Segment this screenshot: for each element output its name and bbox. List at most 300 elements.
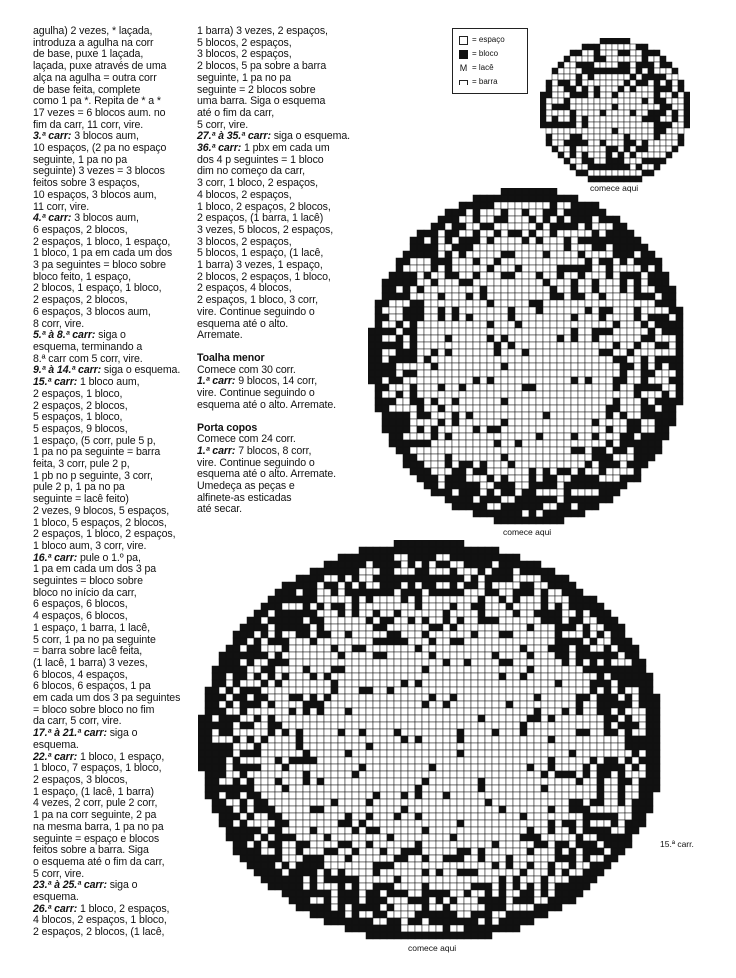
grid-cell bbox=[508, 377, 515, 384]
grid-cell bbox=[268, 701, 275, 708]
grid-cell bbox=[289, 652, 296, 659]
grid-cell bbox=[592, 223, 599, 230]
grid-cell bbox=[366, 554, 373, 561]
grid-cell bbox=[436, 764, 443, 771]
grid-cell bbox=[594, 158, 600, 164]
grid-cell bbox=[289, 771, 296, 778]
grid-cell bbox=[212, 673, 219, 680]
grid-cell bbox=[541, 631, 548, 638]
grid-cell bbox=[611, 778, 618, 785]
grid-cell bbox=[317, 785, 324, 792]
grid-cell bbox=[520, 603, 527, 610]
grid-cell bbox=[520, 813, 527, 820]
grid-cell bbox=[576, 170, 582, 176]
row-heading: 36.ª carr: bbox=[197, 142, 242, 155]
grid-cell bbox=[527, 785, 534, 792]
grid-cell bbox=[672, 86, 678, 92]
grid-cell bbox=[338, 820, 345, 827]
grid-cell bbox=[513, 813, 520, 820]
grid-cell bbox=[627, 433, 634, 440]
grid-cell bbox=[576, 631, 583, 638]
grid-cell bbox=[578, 496, 585, 503]
grid-cell bbox=[582, 116, 588, 122]
grid-cell bbox=[459, 447, 466, 454]
grid-cell bbox=[373, 729, 380, 736]
grid-cell bbox=[506, 827, 513, 834]
grid-cell bbox=[485, 757, 492, 764]
grid-cell bbox=[590, 596, 597, 603]
grid-cell bbox=[494, 321, 501, 328]
grid-cell bbox=[424, 342, 431, 349]
grid-cell bbox=[445, 412, 452, 419]
grid-cell bbox=[620, 251, 627, 258]
grid-cell bbox=[254, 673, 261, 680]
grid-cell bbox=[653, 771, 660, 778]
grid-cell bbox=[359, 554, 366, 561]
grid-cell bbox=[543, 356, 550, 363]
grid-cell bbox=[520, 778, 527, 785]
grid-cell bbox=[666, 98, 672, 104]
grid-cell bbox=[576, 785, 583, 792]
grid-cell bbox=[588, 134, 594, 140]
grid-cell bbox=[536, 349, 543, 356]
grid-cell bbox=[529, 405, 536, 412]
grid-cell bbox=[529, 468, 536, 475]
grid-cell bbox=[678, 116, 684, 122]
grid-cell bbox=[571, 293, 578, 300]
grid-cell bbox=[558, 62, 564, 68]
grid-cell bbox=[613, 314, 620, 321]
grid-cell bbox=[585, 496, 592, 503]
grid-cell bbox=[219, 729, 226, 736]
grid-cell bbox=[513, 617, 520, 624]
grid-cell bbox=[480, 202, 487, 209]
grid-cell bbox=[380, 736, 387, 743]
grid-cell bbox=[600, 68, 606, 74]
grid-cell bbox=[471, 736, 478, 743]
grid-cell bbox=[527, 701, 534, 708]
grid-cell bbox=[471, 827, 478, 834]
grid-cell bbox=[513, 792, 520, 799]
grid-cell bbox=[613, 440, 620, 447]
grid-cell bbox=[478, 561, 485, 568]
grid-cell bbox=[506, 820, 513, 827]
grid-cell bbox=[534, 596, 541, 603]
grid-cell bbox=[592, 342, 599, 349]
grid-cell bbox=[494, 335, 501, 342]
grid-cell bbox=[487, 503, 494, 510]
grid-cell bbox=[450, 764, 457, 771]
grid-cell bbox=[669, 300, 676, 307]
grid-cell bbox=[324, 806, 331, 813]
grid-cell bbox=[666, 104, 672, 110]
grid-cell bbox=[431, 342, 438, 349]
grid-cell bbox=[261, 834, 268, 841]
grid-cell bbox=[562, 848, 569, 855]
grid-cell bbox=[226, 743, 233, 750]
grid-cell bbox=[499, 673, 506, 680]
grid-cell bbox=[415, 827, 422, 834]
grid-cell bbox=[508, 412, 515, 419]
grid-cell bbox=[466, 202, 473, 209]
grid-cell bbox=[600, 158, 606, 164]
grid-cell bbox=[452, 433, 459, 440]
grid-cell bbox=[564, 272, 571, 279]
grid-cell bbox=[438, 223, 445, 230]
grid-cell bbox=[506, 708, 513, 715]
grid-cell bbox=[620, 244, 627, 251]
grid-cell bbox=[424, 328, 431, 335]
grid-cell bbox=[585, 286, 592, 293]
grid-cell bbox=[529, 258, 536, 265]
grid-cell bbox=[422, 652, 429, 659]
grid-cell bbox=[588, 98, 594, 104]
grid-cell bbox=[424, 370, 431, 377]
grid-cell bbox=[590, 631, 597, 638]
grid-cell bbox=[594, 110, 600, 116]
grid-cell bbox=[424, 447, 431, 454]
grid-cell bbox=[655, 286, 662, 293]
grid-cell bbox=[513, 561, 520, 568]
grid-cell bbox=[522, 223, 529, 230]
grid-cell bbox=[501, 510, 508, 517]
grid-cell bbox=[662, 314, 669, 321]
grid-cell bbox=[576, 701, 583, 708]
grid-cell bbox=[443, 687, 450, 694]
grid-cell bbox=[564, 293, 571, 300]
grid-cell bbox=[331, 645, 338, 652]
grid-cell bbox=[585, 363, 592, 370]
grid-cell bbox=[408, 540, 415, 547]
grid-cell bbox=[492, 736, 499, 743]
grid-cell bbox=[578, 384, 585, 391]
grid-cell bbox=[639, 764, 646, 771]
grid-cell bbox=[436, 799, 443, 806]
grid-cell bbox=[438, 279, 445, 286]
grid-cell bbox=[543, 433, 550, 440]
grid-cell bbox=[597, 841, 604, 848]
grid-cell bbox=[457, 757, 464, 764]
grid-cell bbox=[429, 617, 436, 624]
grid-cell bbox=[546, 140, 552, 146]
grid-cell bbox=[620, 447, 627, 454]
grid-cell bbox=[198, 757, 205, 764]
grid-cell bbox=[548, 638, 555, 645]
grid-cell bbox=[639, 708, 646, 715]
grid-cell bbox=[522, 468, 529, 475]
grid-cell bbox=[564, 74, 570, 80]
grid-cell bbox=[345, 687, 352, 694]
grid-cell bbox=[548, 687, 555, 694]
instruction-text: Umedeça as peças e bbox=[197, 480, 295, 493]
grid-cell bbox=[459, 482, 466, 489]
grid-cell bbox=[394, 827, 401, 834]
grid-cell bbox=[541, 736, 548, 743]
grid-cell bbox=[564, 104, 570, 110]
grid-cell bbox=[352, 638, 359, 645]
grid-cell bbox=[438, 251, 445, 258]
instruction-text: 6 espaços, 6 blocos, bbox=[33, 598, 128, 611]
grid-cell bbox=[557, 510, 564, 517]
grid-cell bbox=[585, 384, 592, 391]
grid-cell bbox=[541, 603, 548, 610]
grid-cell bbox=[478, 729, 485, 736]
grid-cell bbox=[557, 475, 564, 482]
grid-cell bbox=[499, 820, 506, 827]
grid-cell bbox=[359, 792, 366, 799]
grid-cell bbox=[457, 715, 464, 722]
grid-cell bbox=[564, 503, 571, 510]
grid-cell bbox=[564, 134, 570, 140]
grid-cell bbox=[212, 806, 219, 813]
grid-cell bbox=[588, 68, 594, 74]
grid-cell bbox=[562, 827, 569, 834]
grid-cell bbox=[662, 412, 669, 419]
grid-cell bbox=[570, 98, 576, 104]
grid-cell bbox=[212, 666, 219, 673]
grid-cell bbox=[522, 258, 529, 265]
grid-cell bbox=[445, 314, 452, 321]
grid-cell bbox=[654, 68, 660, 74]
grid-cell bbox=[198, 750, 205, 757]
grid-cell bbox=[618, 750, 625, 757]
grid-cell bbox=[515, 237, 522, 244]
grid-cell bbox=[240, 806, 247, 813]
grid-cell bbox=[389, 391, 396, 398]
grid-cell bbox=[618, 666, 625, 673]
grid-cell bbox=[569, 589, 576, 596]
grid-cell bbox=[571, 230, 578, 237]
grid-cell bbox=[630, 44, 636, 50]
grid-cell bbox=[289, 764, 296, 771]
grid-cell bbox=[582, 68, 588, 74]
grid-cell bbox=[552, 128, 558, 134]
grid-cell bbox=[636, 164, 642, 170]
grid-cell bbox=[436, 855, 443, 862]
grid-cell bbox=[543, 293, 550, 300]
grid-cell bbox=[624, 116, 630, 122]
grid-cell bbox=[408, 841, 415, 848]
grid-cell bbox=[331, 561, 338, 568]
grid-cell bbox=[662, 356, 669, 363]
grid-cell bbox=[578, 286, 585, 293]
grid-cell bbox=[247, 659, 254, 666]
grid-cell bbox=[634, 475, 641, 482]
grid-cell bbox=[618, 116, 624, 122]
grid-cell bbox=[240, 722, 247, 729]
grid-cell bbox=[564, 482, 571, 489]
grid-cell bbox=[613, 412, 620, 419]
grid-cell bbox=[396, 377, 403, 384]
grid-cell bbox=[606, 398, 613, 405]
grid-cell bbox=[536, 195, 543, 202]
grid-cell bbox=[634, 300, 641, 307]
grid-cell bbox=[375, 391, 382, 398]
grid-cell bbox=[543, 503, 550, 510]
grid-cell bbox=[282, 827, 289, 834]
grid-cell bbox=[473, 384, 480, 391]
grid-cell bbox=[529, 307, 536, 314]
grid-cell bbox=[408, 708, 415, 715]
grid-cell bbox=[431, 272, 438, 279]
grid-cell bbox=[359, 666, 366, 673]
grid-cell bbox=[473, 447, 480, 454]
grid-cell bbox=[578, 461, 585, 468]
grid-cell bbox=[464, 652, 471, 659]
grid-cell bbox=[513, 596, 520, 603]
grid-cell bbox=[443, 659, 450, 666]
grid-cell bbox=[536, 419, 543, 426]
grid-cell bbox=[550, 293, 557, 300]
grid-cell bbox=[254, 806, 261, 813]
grid-cell bbox=[471, 778, 478, 785]
grid-cell bbox=[431, 461, 438, 468]
grid-cell bbox=[408, 582, 415, 589]
grid-cell bbox=[676, 363, 683, 370]
grid-cell bbox=[254, 757, 261, 764]
grid-cell bbox=[317, 603, 324, 610]
grid-cell bbox=[536, 279, 543, 286]
grid-cell bbox=[522, 370, 529, 377]
grid-cell bbox=[431, 244, 438, 251]
grid-cell bbox=[310, 771, 317, 778]
grid-cell bbox=[599, 307, 606, 314]
grid-cell bbox=[410, 237, 417, 244]
grid-cell bbox=[480, 307, 487, 314]
grid-cell bbox=[464, 582, 471, 589]
grid-cell bbox=[485, 715, 492, 722]
grid-cell bbox=[380, 722, 387, 729]
grid-cell bbox=[268, 631, 275, 638]
grid-cell bbox=[212, 757, 219, 764]
grid-cell bbox=[508, 216, 515, 223]
grid-cell bbox=[359, 848, 366, 855]
grid-cell bbox=[639, 799, 646, 806]
grid-cell bbox=[513, 568, 520, 575]
grid-cell bbox=[436, 792, 443, 799]
grid-cell bbox=[396, 447, 403, 454]
grid-cell bbox=[310, 596, 317, 603]
grid-cell bbox=[506, 771, 513, 778]
grid-cell bbox=[282, 666, 289, 673]
grid-cell bbox=[459, 244, 466, 251]
grid-cell bbox=[515, 377, 522, 384]
instruction-text: 4 espaços, 6 blocos, bbox=[33, 610, 128, 623]
grid-cell bbox=[275, 638, 282, 645]
grid-cell bbox=[536, 433, 543, 440]
grid-cell bbox=[606, 272, 613, 279]
grid-cell bbox=[450, 617, 457, 624]
grid-cell bbox=[366, 708, 373, 715]
grid-cell bbox=[585, 279, 592, 286]
grid-cell bbox=[660, 80, 666, 86]
grid-cell bbox=[611, 743, 618, 750]
grid-cell bbox=[492, 715, 499, 722]
grid-cell bbox=[438, 286, 445, 293]
grid-cell bbox=[534, 792, 541, 799]
grid-cell bbox=[233, 813, 240, 820]
grid-cell bbox=[636, 158, 642, 164]
grid-cell bbox=[394, 701, 401, 708]
grid-cell bbox=[387, 610, 394, 617]
grid-cell bbox=[590, 771, 597, 778]
grid-cell bbox=[282, 778, 289, 785]
grid-cell bbox=[613, 272, 620, 279]
grid-cell bbox=[543, 314, 550, 321]
grid-cell bbox=[585, 405, 592, 412]
grid-cell bbox=[642, 128, 648, 134]
grid-cell bbox=[627, 335, 634, 342]
grid-cell bbox=[494, 468, 501, 475]
grid-cell bbox=[352, 834, 359, 841]
grid-cell bbox=[562, 743, 569, 750]
grid-cell bbox=[338, 722, 345, 729]
grid-cell bbox=[588, 62, 594, 68]
grid-cell bbox=[422, 687, 429, 694]
grid-cell bbox=[583, 722, 590, 729]
grid-cell bbox=[501, 440, 508, 447]
grid-cell bbox=[254, 764, 261, 771]
grid-cell bbox=[303, 757, 310, 764]
grid-cell bbox=[576, 122, 582, 128]
grid-cell bbox=[261, 813, 268, 820]
grid-cell bbox=[485, 799, 492, 806]
grid-cell bbox=[611, 715, 618, 722]
grid-cell bbox=[394, 659, 401, 666]
grid-cell bbox=[578, 328, 585, 335]
grid-cell bbox=[387, 652, 394, 659]
grid-cell bbox=[536, 356, 543, 363]
grid-cell bbox=[443, 603, 450, 610]
grid-cell bbox=[268, 778, 275, 785]
grid-cell bbox=[613, 356, 620, 363]
grid-cell bbox=[578, 321, 585, 328]
grid-cell bbox=[338, 596, 345, 603]
grid-cell bbox=[522, 244, 529, 251]
grid-cell bbox=[394, 582, 401, 589]
grid-cell bbox=[431, 384, 438, 391]
grid-cell bbox=[296, 652, 303, 659]
grid-cell bbox=[480, 244, 487, 251]
grid-cell bbox=[562, 792, 569, 799]
grid-cell bbox=[485, 834, 492, 841]
grid-cell bbox=[501, 363, 508, 370]
grid-cell bbox=[450, 575, 457, 582]
instruction-text: 5 corr, 1 pa no pa seguinte bbox=[33, 633, 156, 646]
grid-cell bbox=[422, 568, 429, 575]
grid-cell bbox=[576, 624, 583, 631]
grid-cell bbox=[541, 582, 548, 589]
grid-cell bbox=[555, 687, 562, 694]
grid-cell bbox=[480, 377, 487, 384]
grid-cell bbox=[562, 729, 569, 736]
grid-cell bbox=[254, 771, 261, 778]
grid-cell bbox=[480, 258, 487, 265]
grid-cell bbox=[550, 272, 557, 279]
grid-cell bbox=[548, 701, 555, 708]
grid-cell bbox=[478, 820, 485, 827]
grid-cell bbox=[534, 743, 541, 750]
grid-cell bbox=[389, 335, 396, 342]
grid-cell bbox=[464, 729, 471, 736]
grid-cell bbox=[487, 223, 494, 230]
grid-cell bbox=[452, 300, 459, 307]
grid-cell bbox=[380, 820, 387, 827]
grid-cell bbox=[620, 433, 627, 440]
grid-cell bbox=[387, 596, 394, 603]
grid-cell bbox=[487, 195, 494, 202]
grid-cell bbox=[205, 729, 212, 736]
